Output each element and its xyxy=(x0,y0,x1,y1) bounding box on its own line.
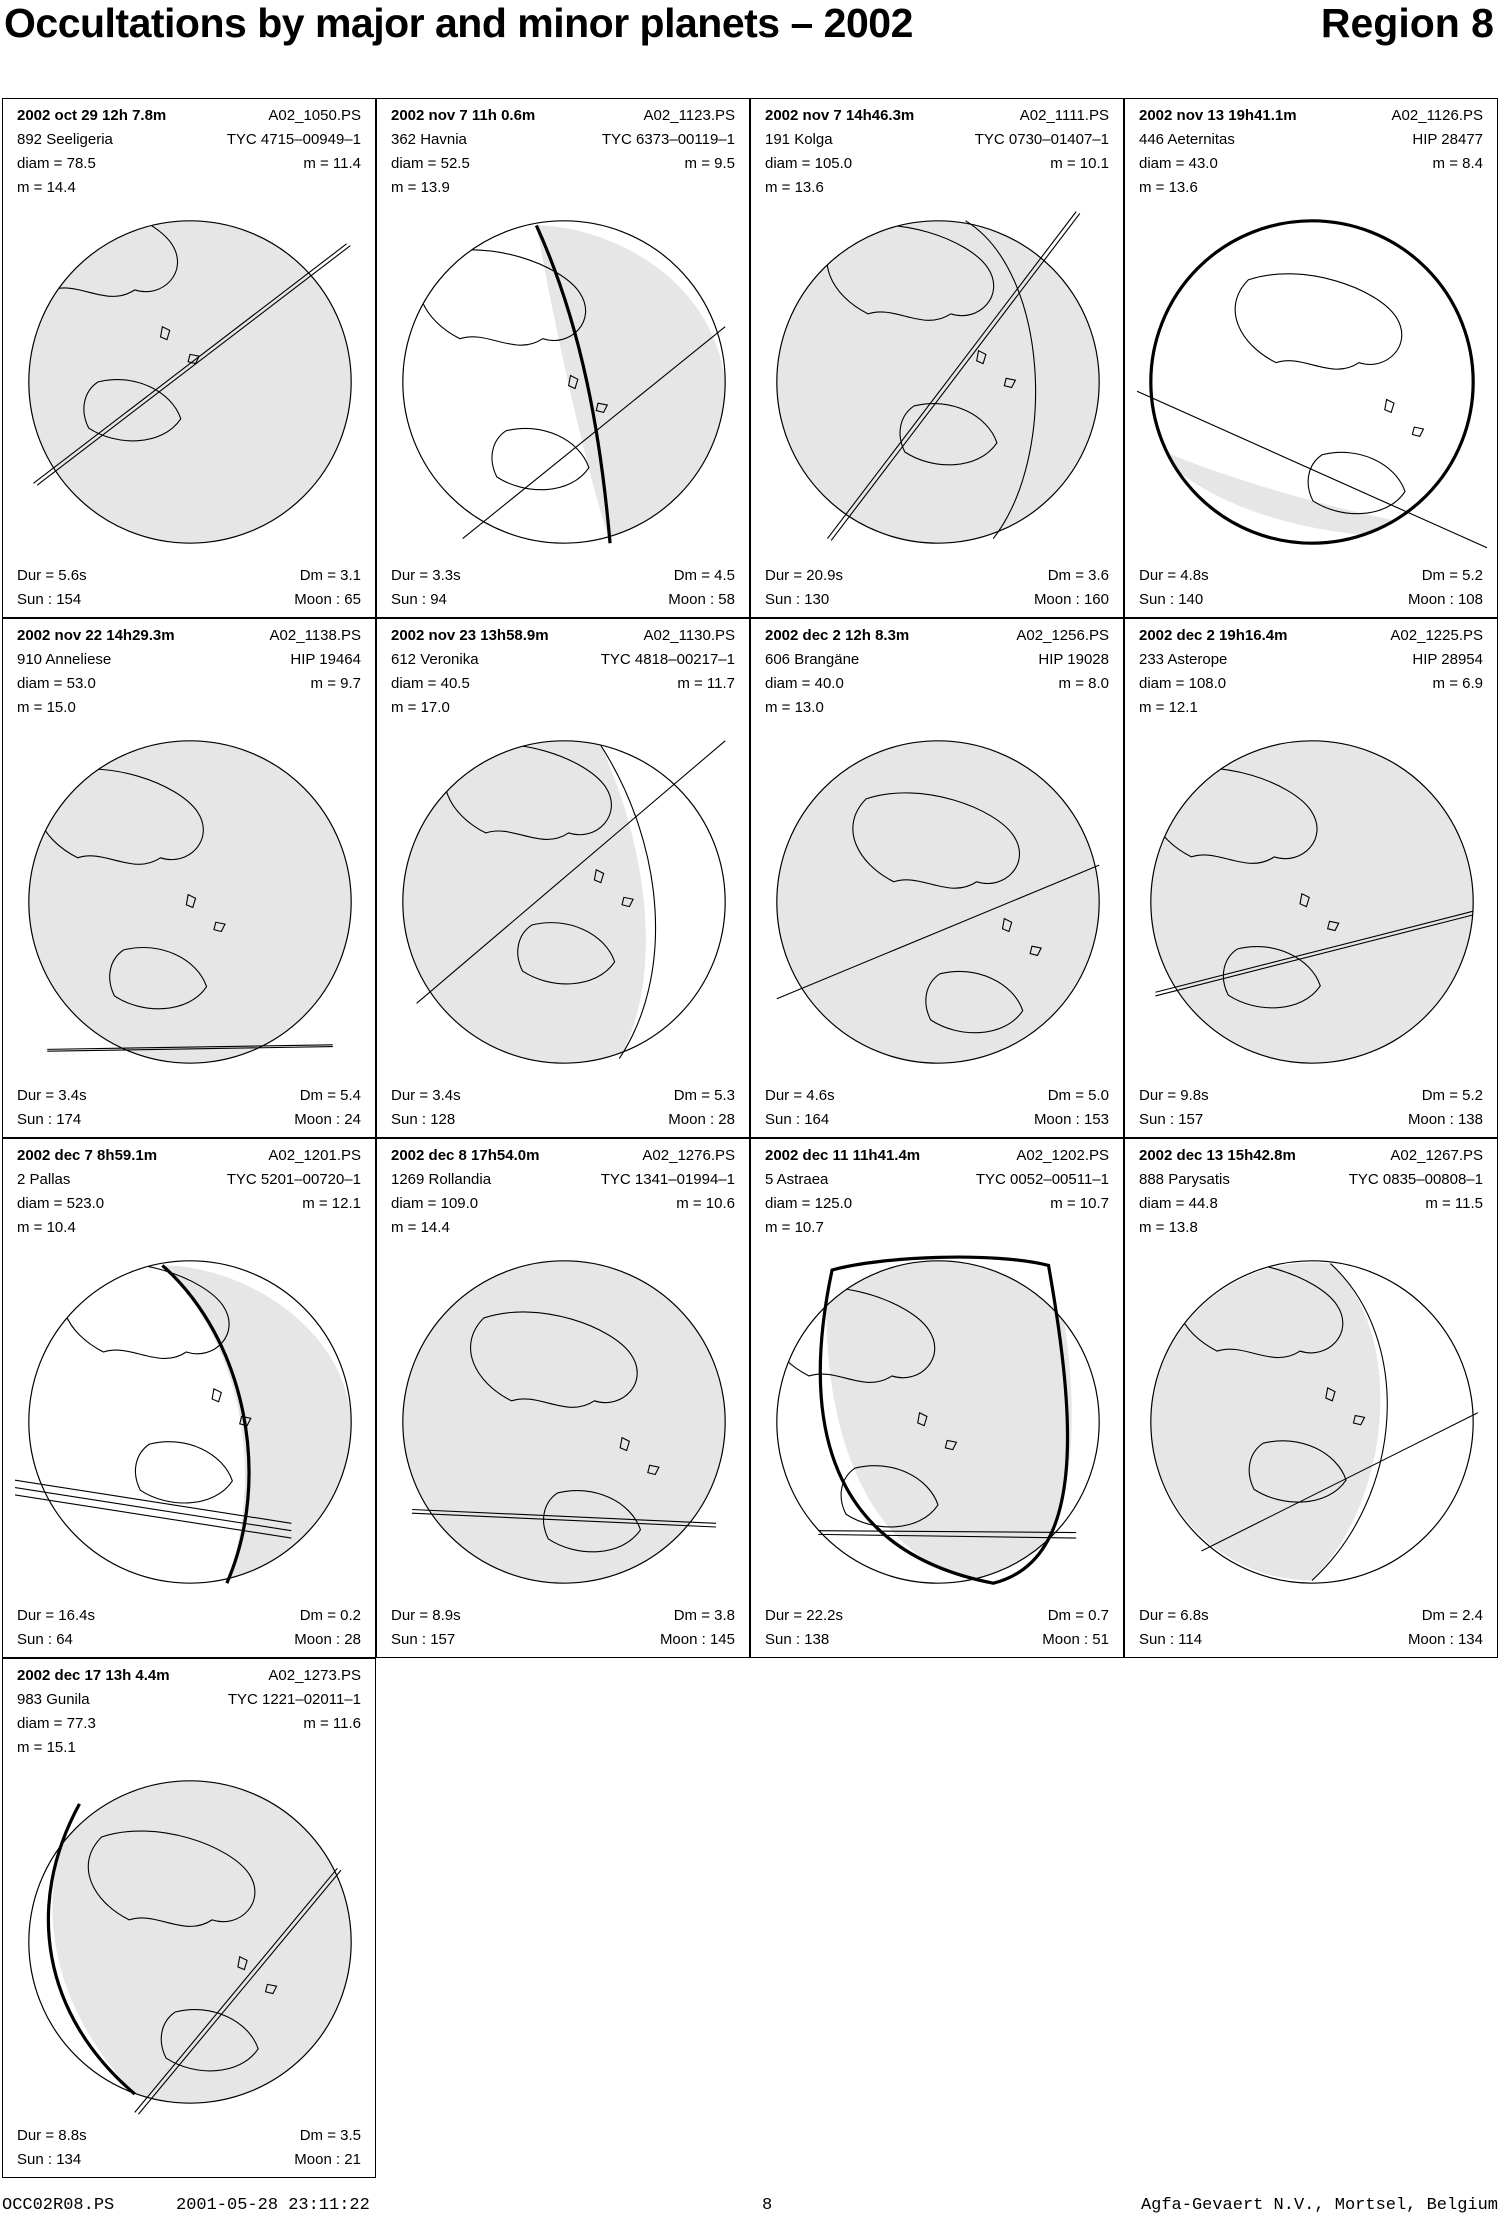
star-id: TYC 0052–00511–1 xyxy=(975,1171,1109,1188)
star-magnitude: m = 9.7 xyxy=(310,675,361,692)
object-magnitude: m = 14.4 xyxy=(391,1219,450,1236)
star-id: TYC 1341–01994–1 xyxy=(600,1171,735,1188)
magnitude-drop: Dm = 5.4 xyxy=(299,1087,361,1104)
star-magnitude: m = 11.4 xyxy=(303,155,361,172)
star-id: TYC 1221–02011–1 xyxy=(227,1691,361,1708)
duration: Dur = 3.4s xyxy=(17,1087,87,1104)
object-name: 5 Astraea xyxy=(765,1171,829,1188)
occultation-panel xyxy=(2,618,376,1138)
event-date: 2002 nov 22 14h29.3m xyxy=(17,627,175,644)
object-diameter: diam = 40.5 xyxy=(391,675,470,692)
occultation-panel xyxy=(750,1138,1124,1658)
object-magnitude: m = 13.8 xyxy=(1139,1219,1198,1236)
sun-distance: Sun : 174 xyxy=(17,1111,82,1128)
night-side-shading xyxy=(403,1261,725,1583)
duration: Dur = 3.4s xyxy=(391,1087,461,1104)
magnitude-drop: Dm = 5.2 xyxy=(1421,567,1483,584)
magnitude-drop: Dm = 0.2 xyxy=(299,1607,361,1624)
file-name: A02_1201.PS xyxy=(268,1147,361,1164)
star-magnitude: m = 11.5 xyxy=(1425,1195,1483,1212)
event-date: 2002 oct 29 12h 7.8m xyxy=(17,107,167,124)
moon-distance: Moon : 28 xyxy=(294,1631,361,1648)
sun-distance: Sun : 64 xyxy=(17,1631,73,1648)
magnitude-drop: Dm = 5.3 xyxy=(673,1087,735,1104)
object-magnitude: m = 10.7 xyxy=(765,1219,824,1236)
object-name: 606 Brangäne xyxy=(765,651,860,668)
object-name: 910 Anneliese xyxy=(17,651,112,668)
object-diameter: diam = 125.0 xyxy=(765,1195,853,1212)
event-date: 2002 dec 11 11h41.4m xyxy=(765,1147,921,1164)
magnitude-drop: Dm = 0.7 xyxy=(1047,1607,1109,1624)
occultation-panel xyxy=(2,98,376,618)
globe-map xyxy=(1137,207,1487,557)
region-label: Region 8 xyxy=(1320,0,1494,46)
event-date: 2002 nov 7 11h 0.6m xyxy=(391,107,536,124)
magnitude-drop: Dm = 5.2 xyxy=(1421,1087,1483,1104)
object-diameter: diam = 52.5 xyxy=(391,155,470,172)
duration: Dur = 9.8s xyxy=(1139,1087,1209,1104)
star-magnitude: m = 6.9 xyxy=(1432,675,1483,692)
globe-map xyxy=(763,1247,1113,1597)
sun-distance: Sun : 154 xyxy=(17,591,82,608)
star-magnitude: m = 9.5 xyxy=(684,155,735,172)
occultation-panel xyxy=(376,98,750,618)
object-magnitude: m = 15.1 xyxy=(17,1739,76,1756)
night-side-shading xyxy=(1151,1263,1381,1581)
object-diameter: diam = 40.0 xyxy=(765,675,844,692)
star-magnitude: m = 8.4 xyxy=(1432,155,1483,172)
object-diameter: diam = 44.8 xyxy=(1139,1195,1218,1212)
moon-distance: Moon : 58 xyxy=(668,591,735,608)
event-date: 2002 nov 13 19h41.1m xyxy=(1139,107,1297,124)
duration: Dur = 4.6s xyxy=(765,1087,835,1104)
moon-distance: Moon : 145 xyxy=(659,1631,735,1648)
sun-distance: Sun : 157 xyxy=(1139,1111,1204,1128)
object-diameter: diam = 108.0 xyxy=(1139,675,1227,692)
sun-distance: Sun : 134 xyxy=(17,2151,82,2168)
object-magnitude: m = 17.0 xyxy=(391,699,450,716)
night-side-shading xyxy=(29,741,351,1063)
event-date: 2002 dec 8 17h54.0m xyxy=(391,1147,540,1164)
moon-distance: Moon : 21 xyxy=(294,2151,361,2168)
star-magnitude: m = 11.7 xyxy=(677,675,735,692)
sun-distance: Sun : 114 xyxy=(1139,1631,1203,1648)
moon-distance: Moon : 160 xyxy=(1033,591,1109,608)
occultation-panel xyxy=(2,1658,376,2178)
star-id: HIP 19464 xyxy=(290,651,361,668)
duration: Dur = 5.6s xyxy=(17,567,87,584)
footer-company: Agfa-Gevaert N.V., Mortsel, Belgium xyxy=(1140,2196,1498,2215)
star-id: HIP 28954 xyxy=(1412,651,1483,668)
object-magnitude: m = 12.1 xyxy=(1139,699,1198,716)
object-name: 191 Kolga xyxy=(765,131,833,148)
magnitude-drop: Dm = 5.0 xyxy=(1047,1087,1109,1104)
occultation-panel xyxy=(376,1138,750,1658)
magnitude-drop: Dm = 3.5 xyxy=(299,2127,361,2144)
duration: Dur = 8.8s xyxy=(17,2127,87,2144)
file-name: A02_1256.PS xyxy=(1016,627,1109,644)
object-name: 612 Veronika xyxy=(391,651,479,668)
moon-distance: Moon : 51 xyxy=(1042,1631,1109,1648)
event-date: 2002 nov 23 13h58.9m xyxy=(391,627,549,644)
night-side-shading xyxy=(403,741,646,1068)
duration: Dur = 8.9s xyxy=(391,1607,461,1624)
occultation-panel xyxy=(376,618,750,1138)
object-name: 446 Aeternitas xyxy=(1139,131,1235,148)
globe-map xyxy=(15,1247,365,1597)
moon-distance: Moon : 24 xyxy=(294,1111,361,1128)
globe-map xyxy=(1137,727,1487,1077)
footer-filename: OCC02R08.PS xyxy=(2,2196,115,2215)
object-diameter: diam = 109.0 xyxy=(391,1195,479,1212)
object-magnitude: m = 13.0 xyxy=(765,699,824,716)
moon-distance: Moon : 138 xyxy=(1407,1111,1483,1128)
object-name: 892 Seeligeria xyxy=(17,131,113,148)
object-name: 362 Havnia xyxy=(391,131,467,148)
star-id: TYC 6373–00119–1 xyxy=(601,131,735,148)
globe-map xyxy=(15,727,365,1077)
night-side-shading xyxy=(1151,741,1473,1063)
star-magnitude: m = 10.6 xyxy=(676,1195,735,1212)
footer-page-number: 8 xyxy=(762,2196,773,2215)
occultation-panel xyxy=(1124,98,1498,618)
object-name: 983 Gunila xyxy=(17,1691,90,1708)
event-date: 2002 dec 2 19h16.4m xyxy=(1139,627,1288,644)
duration: Dur = 6.8s xyxy=(1139,1607,1209,1624)
object-diameter: diam = 43.0 xyxy=(1139,155,1218,172)
duration: Dur = 4.8s xyxy=(1139,567,1209,584)
file-name: A02_1138.PS xyxy=(269,627,361,644)
object-magnitude: m = 13.9 xyxy=(391,179,450,196)
occultation-panel xyxy=(750,618,1124,1138)
sun-distance: Sun : 130 xyxy=(765,591,830,608)
object-name: 1269 Rollandia xyxy=(391,1171,492,1188)
moon-distance: Moon : 134 xyxy=(1407,1631,1483,1648)
sun-distance: Sun : 138 xyxy=(765,1631,830,1648)
event-date: 2002 dec 17 13h 4.4m xyxy=(17,1667,170,1684)
star-magnitude: m = 10.7 xyxy=(1050,1195,1109,1212)
page-title: Occultations by major and minor planets – 2002 xyxy=(4,0,913,46)
duration: Dur = 16.4s xyxy=(17,1607,95,1624)
object-name: 2 Pallas xyxy=(17,1171,71,1188)
star-magnitude: m = 11.6 xyxy=(303,1715,361,1732)
object-diameter: diam = 77.3 xyxy=(17,1715,96,1732)
moon-distance: Moon : 153 xyxy=(1033,1111,1109,1128)
file-name: A02_1267.PS xyxy=(1390,1147,1483,1164)
globe-map xyxy=(763,207,1113,557)
magnitude-drop: Dm = 3.6 xyxy=(1047,567,1109,584)
object-name: 233 Asterope xyxy=(1139,651,1228,668)
magnitude-drop: Dm = 3.1 xyxy=(299,567,361,584)
star-id: TYC 5201–00720–1 xyxy=(226,1171,361,1188)
sun-distance: Sun : 128 xyxy=(391,1111,456,1128)
star-magnitude: m = 12.1 xyxy=(302,1195,361,1212)
object-diameter: diam = 523.0 xyxy=(17,1195,105,1212)
star-id: HIP 19028 xyxy=(1038,651,1109,668)
file-name: A02_1225.PS xyxy=(1390,627,1483,644)
star-id: TYC 4715–00949–1 xyxy=(226,131,361,148)
occultation-panel xyxy=(1124,618,1498,1138)
file-name: A02_1126.PS xyxy=(1391,107,1483,124)
occultation-panel xyxy=(1124,1138,1498,1658)
magnitude-drop: Dm = 3.8 xyxy=(673,1607,735,1624)
globe-map xyxy=(389,207,739,557)
star-magnitude: m = 10.1 xyxy=(1050,155,1109,172)
file-name: A02_1276.PS xyxy=(642,1147,735,1164)
globe-map xyxy=(763,727,1113,1077)
object-magnitude: m = 14.4 xyxy=(17,179,76,196)
file-name: A02_1130.PS xyxy=(643,627,735,644)
star-id: HIP 28477 xyxy=(1412,131,1483,148)
moon-distance: Moon : 108 xyxy=(1407,591,1483,608)
occultation-panel xyxy=(750,98,1124,618)
moon-distance: Moon : 65 xyxy=(294,591,361,608)
globe-map xyxy=(389,1247,739,1597)
file-name: A02_1050.PS xyxy=(268,107,361,124)
globe-map xyxy=(389,727,739,1077)
globe-map xyxy=(15,207,365,557)
object-diameter: diam = 78.5 xyxy=(17,155,96,172)
moon-distance: Moon : 28 xyxy=(668,1111,735,1128)
magnitude-drop: Dm = 2.4 xyxy=(1421,1607,1483,1624)
night-side-shading xyxy=(29,221,351,543)
star-id: TYC 0730–01407–1 xyxy=(974,131,1109,148)
object-magnitude: m = 15.0 xyxy=(17,699,76,716)
object-magnitude: m = 13.6 xyxy=(1139,179,1198,196)
globe-map xyxy=(15,1767,365,2117)
file-name: A02_1111.PS xyxy=(1019,107,1109,124)
object-diameter: diam = 105.0 xyxy=(765,155,853,172)
night-side-shading xyxy=(777,221,1099,543)
occultation-panel xyxy=(2,1138,376,1658)
sun-distance: Sun : 164 xyxy=(765,1111,830,1128)
event-date: 2002 dec 2 12h 8.3m xyxy=(765,627,910,644)
night-side-shading xyxy=(777,741,1099,1063)
object-magnitude: m = 10.4 xyxy=(17,1219,76,1236)
object-magnitude: m = 13.6 xyxy=(765,179,824,196)
event-date: 2002 dec 13 15h42.8m xyxy=(1139,1147,1296,1164)
star-id: TYC 4818–00217–1 xyxy=(600,651,735,668)
duration: Dur = 3.3s xyxy=(391,567,461,584)
event-date: 2002 dec 7 8h59.1m xyxy=(17,1147,158,1164)
duration: Dur = 20.9s xyxy=(765,567,843,584)
globe-map xyxy=(1137,1247,1487,1597)
duration: Dur = 22.2s xyxy=(765,1607,843,1624)
object-diameter: diam = 53.0 xyxy=(17,675,96,692)
magnitude-drop: Dm = 4.5 xyxy=(673,567,735,584)
footer-datetime: 2001-05-28 23:11:22 xyxy=(176,2196,370,2215)
sun-distance: Sun : 140 xyxy=(1139,591,1204,608)
sun-distance: Sun : 94 xyxy=(391,591,447,608)
event-date: 2002 nov 7 14h46.3m xyxy=(765,107,915,124)
file-name: A02_1123.PS xyxy=(643,107,735,124)
file-name: A02_1273.PS xyxy=(268,1667,361,1684)
star-magnitude: m = 8.0 xyxy=(1058,675,1109,692)
star-id: TYC 0835–00808–1 xyxy=(1348,1171,1483,1188)
sun-distance: Sun : 157 xyxy=(391,1631,456,1648)
file-name: A02_1202.PS xyxy=(1016,1147,1109,1164)
object-name: 888 Parysatis xyxy=(1139,1171,1230,1188)
